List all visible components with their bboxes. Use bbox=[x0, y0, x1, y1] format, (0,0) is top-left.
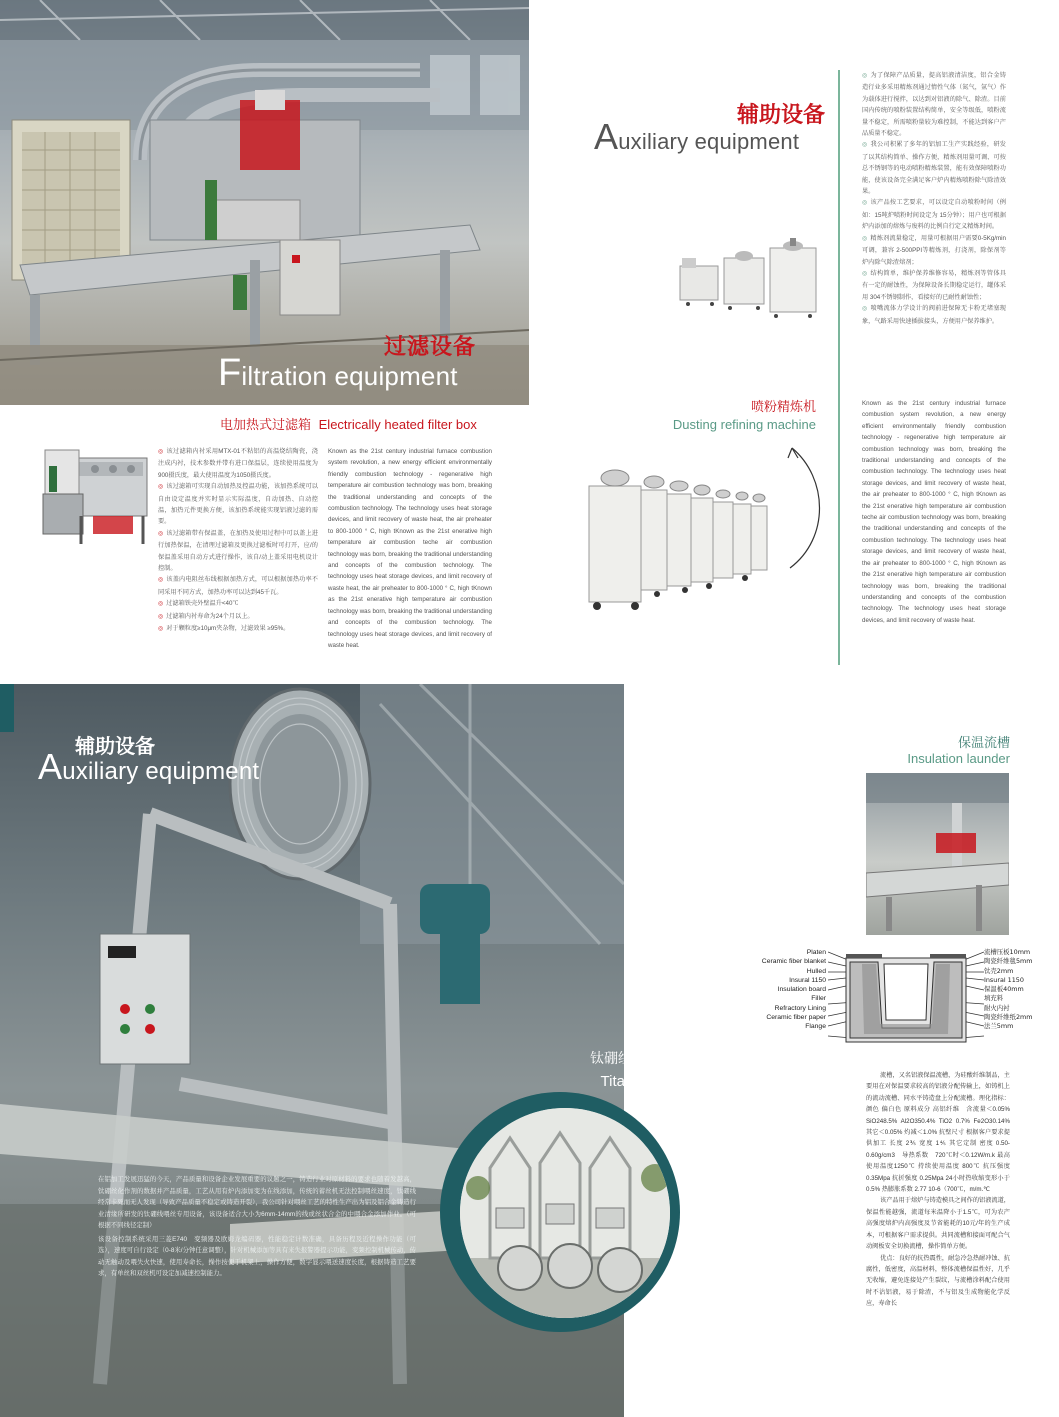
aux-top-title-cn: 辅助设备 bbox=[737, 103, 826, 128]
launder-desc-para: 优点：良好的抗热震性，耐急冷急热耐冲蚀、抗腐性，低密度，高温材料，整体流槽保温性好，几乎无收缩，避免连接处产生裂纹，与流槽涂料配合使用时不沾铝液，易于除渣，不与铝及生成物能化学反应，寿命长 bbox=[866, 1254, 1010, 1308]
filtration-title-en bbox=[218, 352, 458, 395]
dusting-small-photo bbox=[672, 236, 822, 331]
launder-label: 流槽压板10mm bbox=[984, 948, 1031, 956]
launder-label: 陶瓷纤维毯5mm bbox=[984, 957, 1033, 966]
launder-label: 法兰5mm bbox=[984, 1022, 1014, 1031]
dusting-caption-en: Dusting refining machine bbox=[672, 417, 816, 432]
wire-feeder-para-1: 在铝加工发展迅猛的今天，产品质量和设备企业发展重要的议题之一，铸造行业对原材料的要求也随着发越高，钛硼丝化作剂的数据并产品质量，工艺从用有炉内添加变为在线添加，传统的蓄丝机无法控制喂丝速度，钛硼线经常卡死而无人发现（导致产品质量不稳定或铸造开裂），我公司针对喂丝工艺的特性生产出为铝及铝合金铸造行业清缘所研发的钛硼线喂丝专用设备，该设备适合大小为6mm-14mm的线或丝状合金的中喂合金添加作业。（可根据不同线径定制） bbox=[98, 1176, 416, 1229]
launder-label: 陶瓷纤维纸2mm bbox=[984, 1013, 1033, 1022]
launder-label: Platen bbox=[806, 949, 826, 956]
wire-feeder-description bbox=[98, 1174, 416, 1280]
launder-cross-section bbox=[752, 946, 1058, 1046]
launder-label: Ceramic fiber paper bbox=[766, 1014, 826, 1022]
launder-label: 钛壳2mm bbox=[984, 966, 1014, 975]
wire-feeder-circle-photo bbox=[460, 1108, 670, 1318]
launder-label: Flange bbox=[805, 1023, 826, 1031]
wire-feeder-caption bbox=[590, 1048, 730, 1068]
wire-feeder-caption-en-2: line wire feeder bbox=[626, 1092, 728, 1109]
launder-label: Hulled bbox=[806, 967, 826, 975]
launder-description bbox=[866, 1070, 1017, 1310]
wire-feeder-para-2: 该设备控制系统采用三菱E740 变频器及欧姆龙编码器，性能稳定计数准确，具备历程及近程操作功能（可选），速度可自行设定（0-8米/分钟任意调整），针对机械添加等具有来失报警器提示功能，变频控制机械传动，传动无触动及喂失火快速，使用寿命长，操作按便于机架上，操作方便，数字显示喂送速度长度，根据铸造工艺要求，有单丝和双丝机可设定加减速控制能力。 bbox=[98, 1235, 416, 1277]
wire-feeder-caption-cn: 钛硼线喂丝机 bbox=[590, 1051, 674, 1067]
filtration-photo bbox=[0, 0, 529, 405]
aux-top-title-rest: uxiliary equipment bbox=[618, 129, 800, 154]
launder-label: 保温板40mm bbox=[984, 985, 1024, 994]
filter-box-bullet: ◎ 过滤箱铁壳外壁温升<40℃ bbox=[158, 600, 239, 608]
filter-box-bullet: ◎ 该过滤箱内衬采用MTX-01不粘铝的高温烧结陶瓷，浇注成内衬，技术参数并带有进口保温层，连续使用温度为900摄氏度，最大使用温度为1050摄氏度。 bbox=[158, 448, 318, 479]
dusting-small-illustration bbox=[672, 236, 822, 331]
top-right-divider bbox=[838, 70, 840, 665]
dusting-caption-cn: 喷粉精炼机 bbox=[750, 400, 816, 415]
launder-label: Insural 1150 bbox=[789, 976, 826, 984]
dusting-bullet: ◎ 该产品按工艺要求，可以设定自动喷粉时间（例如：15吨炉喷粉时间设定为 15分钟）；用户也可根据炉内添加的熔炼与废料的比例自行定义精炼时间。 bbox=[862, 199, 1006, 231]
launder-caption-en: Insulation launder bbox=[907, 751, 1010, 766]
dusting-large-illustration bbox=[585, 450, 780, 625]
launder-label: Insural 1150 bbox=[984, 975, 1024, 984]
filter-box-bullet: ◎ 过滤箱内衬寿命为24个月以上。 bbox=[158, 612, 254, 620]
filter-box-photo bbox=[35, 440, 153, 552]
launder-illustration bbox=[866, 773, 1009, 935]
filter-box-english-text: Known as the 21st century industrial furnace combustion system revolution, a new energy efficient environmentally friendly combustion technology - regenerative high temperature air combustion technology was born, breaking the traditional understanding and concepts of the combustion technology. The technology uses heat storage devices, and limit recovery of waste heat, the air preheater to 800-1000 ° C, high tKnown as the 21st enerative high temperature air combustion teche air combustion technology was born, breaking the traditional understanding and concepts of the combustion technology. The technology uses heat storage devices, and limit recovery of waste heat, the air preheater to 800-1000 ° C, high tKnown as the 21st enerative high temperature air combustion technology was born, breaking the traditional understanding and concepts of the combustion technology. The technology uses heat storage devices, and limit recovery of waste heat. bbox=[328, 448, 492, 649]
launder-label: 耐火内衬 bbox=[984, 1003, 1010, 1012]
dusting-english-text: Known as the 21st century industrial furnace combustion system revolution, a new energy efficient environmentally friendly combustion technology - regenerative high temperature air combustion technology was born, breaking the traditional understanding and concepts of the combustion technology. The technology uses heat storage devices, and limit recovery of waste heat, the air preheater to 800-1000 ° C, high tKnown as the 21st enerative high temperature air combustion teche air combustion technology was born, breaking the traditional understanding and concepts of the combustion technology. The technology uses heat storage devices, and limit recovery of waste heat, the air preheater to 800-1000 ° C, high tKnown as the 21st enerative high temperature air combustion technology was born, breaking the traditional understanding and concepts of the combustion technology. The technology uses heat storage devices, and limit recovery of waste heat. bbox=[862, 400, 1006, 624]
filter-box-illustration bbox=[35, 440, 153, 552]
aux-bottom-title-en bbox=[38, 746, 259, 788]
filter-box-bullet: ◎ 该过滤箱可实现自动加热及控温功能，该加热系统可以自由设定温度并实时显示实际温度，自动加热、自动控温，加热元件更换方便，该加热系统能实现铝液过滤的需要。 bbox=[158, 483, 318, 526]
launder-photo bbox=[866, 773, 1009, 935]
dusting-bullet: ◎ 精炼剂流量稳定，用量可根据用户需要0-5Kg/min可调，兼容 2-500PPI等精炼剂，打浇剂，除保剂等炉内除气除渣熔剂； bbox=[862, 234, 1006, 266]
filter-box-bullet: ◎ 该盖内电阻丝布线根据加热方式，可以根据加热功率不同采用不同方式，加热功率可以达到45千瓦。 bbox=[158, 576, 318, 596]
dusting-large-photo bbox=[585, 450, 780, 625]
launder-section-drawing bbox=[828, 946, 984, 1046]
filtration-title-initial: F bbox=[218, 352, 242, 394]
dusting-bullet: ◎ 喷嘴流体力学设计的阀前进保障无卡粉无堵塞现象，气路采用快速插拔接头，方便用户保养维护。 bbox=[862, 305, 1006, 325]
aux-top-title-initial: A bbox=[594, 116, 619, 157]
launder-caption bbox=[880, 732, 1010, 766]
filtration-title-cn: 过滤设备 bbox=[384, 335, 477, 360]
launder-label: Refractory Lining bbox=[774, 1004, 826, 1012]
filtration-title-rest: iltration equipment bbox=[241, 361, 458, 391]
wire-feeder-units-illustration bbox=[460, 1108, 670, 1318]
launder-label: 填充料 bbox=[984, 994, 1004, 1003]
launder-desc-para: 该产品用于熔炉与铸造模具之间作的铝液流道，保温性能越强，流道每米温降小于1.5℃，可为农产高强度熔炉内高强度及节省能耗的10元/年的生产成本，可根据客户需求提供。共同流槽和接面可配合气动阀板安全切换流槽，操作简单方便。 bbox=[866, 1197, 1010, 1251]
wire-feeder-circle bbox=[440, 1092, 680, 1332]
launder-label: Insulation board bbox=[777, 986, 826, 994]
filter-box-caption-en: Electrically heated filter box bbox=[318, 417, 477, 432]
aux-bottom-title-cn: 辅助设备 bbox=[75, 734, 155, 758]
aux-bottom-title-initial: A bbox=[38, 746, 63, 787]
launder-caption-cn: 保温流槽 bbox=[957, 736, 1010, 751]
filter-box-caption bbox=[220, 414, 477, 433]
filter-box-bullets bbox=[158, 446, 318, 636]
dusting-bullet: ◎ 为了保障产品质量，提高铝液清洁度，铝合金铸造行业多采用精炼剂通过惰性气体（氮气，氩气）作为载体进行搅拌，以达到对铝液的除气、除渣。目前国内传统的喷粉装置结构简单，安全等级低，喷粉流量不稳定，所需喷粉量较为难控制，不能达到客户产品质量不稳定。 bbox=[862, 72, 1006, 138]
dusting-bullet: ◎ 结构简单，维护保养维修容易，精炼剂等管体具有一定的耐蚀性，为保障设备长期稳定运行，罐体采用 304不锈钢制作，看接好的已耐性耐蚀性； bbox=[862, 269, 1006, 301]
aux-top-title-en bbox=[594, 116, 799, 158]
dusting-bullet: ◎ 我公司积累了多年的铝加工生产实践经验，研发了以其结构简单、操作方便，精炼剂用量可调、可按总不锈钢等的电动喷粉精炼装置，能有效保障喷粉功能，使该设备完全满足客户炉内精炼喷粉除气除渣效果。 bbox=[862, 141, 1006, 196]
filter-box-caption-cn: 电加热式过滤箱 bbox=[220, 418, 312, 433]
dusting-caption bbox=[640, 396, 816, 432]
launder-label: Filler bbox=[811, 995, 826, 1003]
launder-desc-para: 流槽，又名铝液保温流槽，为硅酸纤维制品，主要用在对保温要求较高的铝液分配传输上，如铸机上的流动流槽、同水平铸造盘上分配流槽。理化指标：颜色 偏白色 原料成分 高铝纤维 含流量＜0.05% SiO248.5% Al2O350.4% TiO2 0.7% Fe2O30.14% 其它＜0.05% 灼减＜1.0% 抗壁尺寸 根据客户要求提供加工 长度 2⅗ 宽度 1⅘ 其它定制 密度 0.50-0.60g/cm3 导热系数 720℃时＜0.12W/m.k 最高使用温度1250℃ 持续使用温度 800℃ 抗压强度 0.35Mpa 抗折强度 0.25Mpa 24小时热收缩变形小于0.5% 热膨胀系数 2.77 10-6（700℃，m/m.℃ bbox=[866, 1072, 1017, 1194]
launder-left-labels bbox=[752, 948, 826, 1032]
dusting-bullets bbox=[862, 70, 1006, 327]
launder-label: Ceramic fiber blanket bbox=[761, 958, 826, 966]
wire-feeder-caption-en-1: Titanium boron bbox=[600, 1073, 700, 1090]
filter-box-bullet: ◎ 该过滤箱带有保温盖，在加热及使用过程中可以盖上进行加热保温，在清理过滤箱及更换过滤板时可打开，应/的保温盖采用自动方式进行操作，该自/动上盖采用电机设计控制。 bbox=[158, 529, 318, 573]
bottom-accent-bar bbox=[0, 684, 14, 732]
filter-box-bullet: ◎ 对于颗粒度≥10μm夹杂物，过滤效果 ≥95%。 bbox=[158, 625, 290, 633]
aux-bottom-title-rest: uxiliary equipment bbox=[62, 758, 260, 785]
launder-right-labels bbox=[984, 948, 1058, 1032]
